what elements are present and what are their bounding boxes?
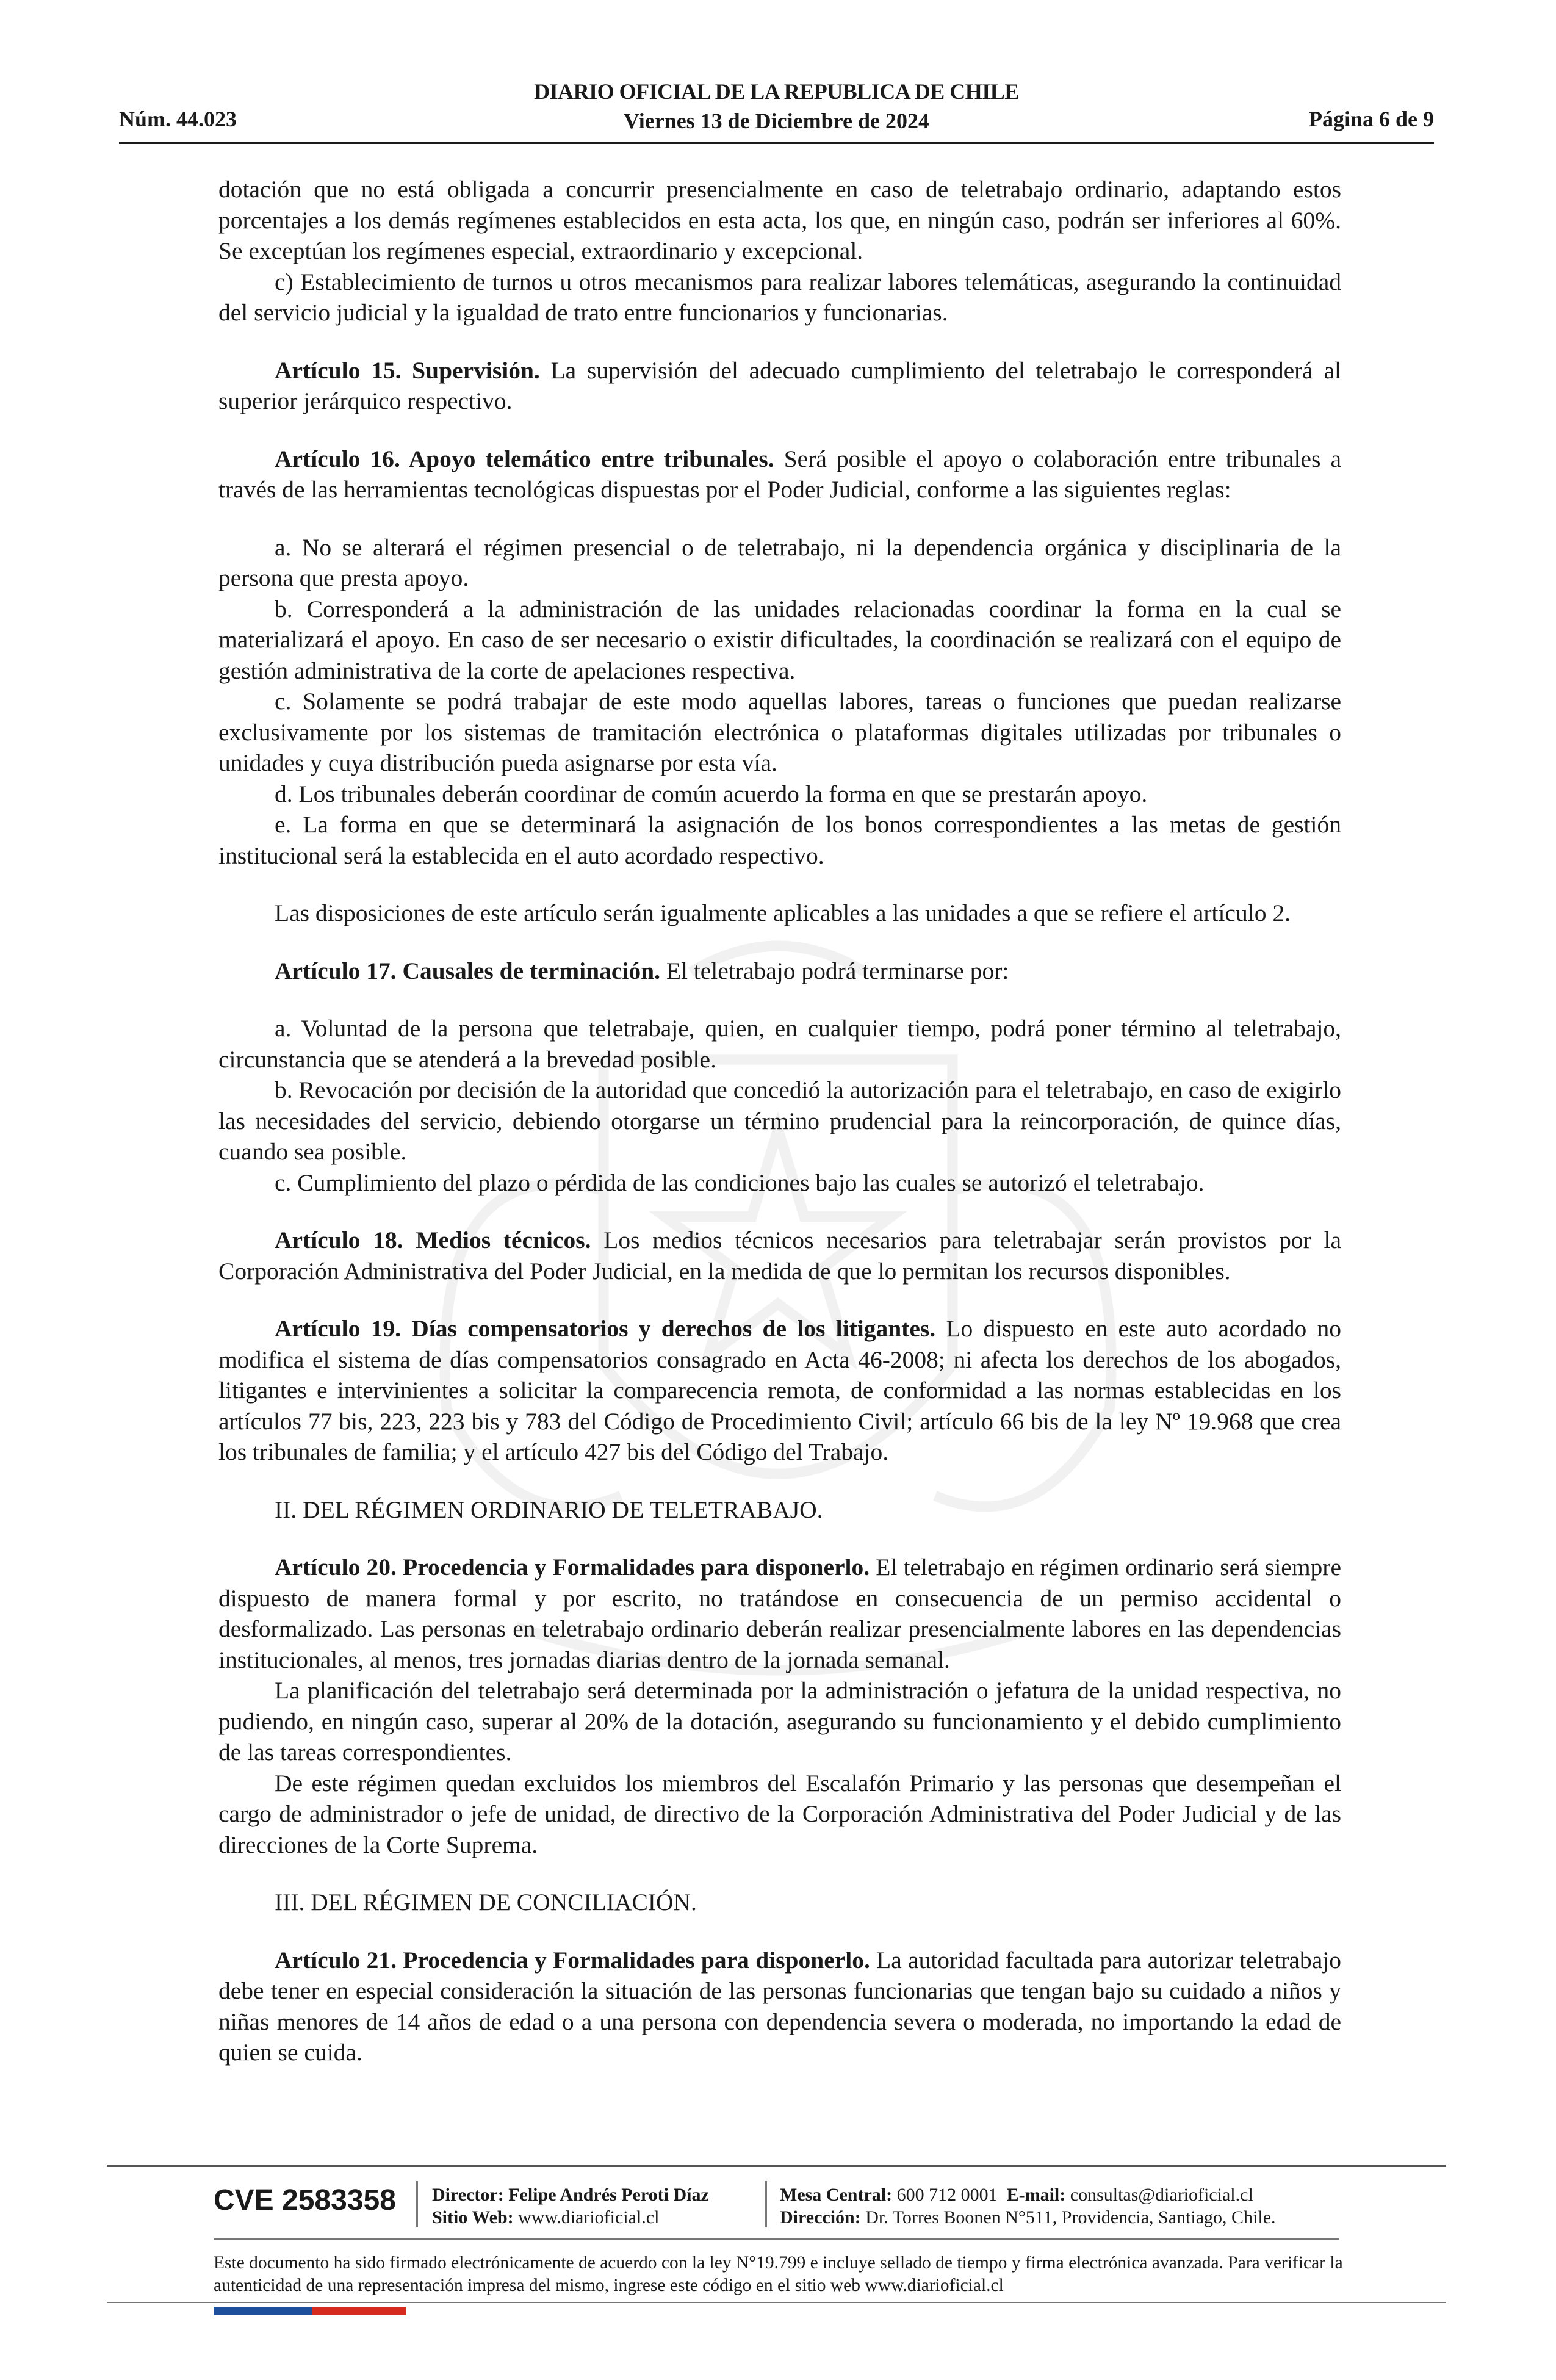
director-label: Director: — [432, 2185, 504, 2205]
paragraph: Las disposiciones de este artículo serán igualmente aplicables a las unidades a que se refiere el artículo 2. — [275, 900, 1291, 926]
article-21 — [218, 1945, 1341, 2068]
document-body — [218, 174, 1341, 2068]
article-heading: Artículo 19. Días compensatorios y derechos de los litigantes. — [275, 1315, 936, 1342]
flag-segment-red — [312, 2307, 406, 2315]
paragraph: De este régimen quedan excluidos los miembros del Escalafón Primario y las personas que desempeñan el cargo de administrador o jefe de unidad, de directivo de la Corporación Administrativa del Poder Judicial y de las direcciones de la Corte Suprema. — [218, 1769, 1341, 1858]
masthead — [119, 77, 1434, 135]
list-item: a. Voluntad de la persona que teletrabaje, quien, en cualquier tiempo, podrá poner término al teletrabajo, circunstancia que se atenderá a la brevedad posible. — [218, 1015, 1341, 1073]
article-text: La autoridad facultada para autorizar teletrabajo debe tener en especial consideración la situación de las personas funcionarias que tengan bajo su cuidado a niños y niñas menores de 14 años de edad o a una persona con dependencia severa o moderada, no importando la edad de quien se cuida. — [218, 1946, 1341, 2066]
website-link[interactable]: www.diarioficial.cl — [513, 2207, 660, 2227]
page-header — [119, 77, 1434, 144]
flag-stripe — [214, 2307, 406, 2315]
list-item: c. Cumplimiento del plazo o pérdida de las condiciones bajo las cuales se autorizó el teletrabajo. — [275, 1169, 1205, 1196]
list-item: d. Los tribunales deberán coordinar de común acuerdo la forma en que se prestarán apoyo. — [275, 780, 1148, 807]
footer-director-info — [432, 2183, 709, 2229]
article-19 — [218, 1313, 1341, 1468]
article-17 — [218, 956, 1341, 987]
article-text: La supervisión del adecuado cumplimiento del teletrabajo le corresponderá al superior jerárquico respectivo. — [218, 356, 1341, 414]
website-line — [432, 2206, 709, 2229]
footer-divider — [214, 2238, 1339, 2240]
footer-separator — [765, 2181, 767, 2227]
paragraph: dotación que no está obligada a concurrir presencialmente en caso de teletrabajo ordinario, adaptando estos porcentajes a los demás regímenes establecidos en esta acta, los que, en ningún caso, podrán ser inferiores al 60%. Se exceptúan los regímenes especial, extraordinario y excepcional. — [218, 176, 1341, 264]
article-text: Los medios técnicos necesarios para teletrabajar serán provistos por la Corporación Administrativa del Poder Judicial, en la medida de que lo permitan los recursos disponibles. — [218, 1227, 1341, 1285]
paragraph: c) Establecimiento de turnos u otros mecanismos para realizar labores telemáticas, asegurando la continuidad del servicio judicial y la igualdad de trato entre funcionarios y funcionarias. — [218, 268, 1341, 326]
page-number: Página 6 de 9 — [1308, 107, 1434, 131]
publication-title: DIARIO OFICIAL DE LA REPUBLICA DE CHILE — [534, 79, 1019, 104]
article-16 — [218, 444, 1341, 505]
address-label: Dirección: — [780, 2207, 861, 2227]
signature-notice: Este documento ha sido firmado electrónicamente de acuerdo con la ley N°19.799 e incluye sellado de tiempo y firma electrónica avanzada. Para verificar la autenticidad de una representación impresa del mismo, ingrese este código en el sitio web www.diarioficial.cl — [214, 2253, 1343, 2295]
footer-contact-info — [780, 2183, 1276, 2229]
article-heading: Artículo 18. Medios técnicos. — [275, 1227, 591, 1253]
list-item: a. No se alterará el régimen presencial o de teletrabajo, ni la dependencia orgánica y disciplinaria de la persona que presta apoyo. — [218, 533, 1341, 591]
list-item: b. Revocación por decisión de la autoridad que concedió la autorización para el teletrabajo, en caso de exigirlo las necesidades del servicio, debiendo otorgarse un término prudencial para la reincorporación, de quince días, cuando sea posible. — [218, 1076, 1341, 1165]
address-line — [780, 2206, 1276, 2229]
article-15 — [218, 355, 1341, 417]
phone-value: 600 712 0001 — [892, 2185, 998, 2205]
director-name: Felipe Andrés Peroti Díaz — [503, 2185, 709, 2205]
list-item: c. Solamente se podrá trabajar de este modo aquellas labores, tareas o funciones que puedan realizarse exclusivamente por los sistemas de tramitación electrónica o plataformas digitales utilizadas por tribunales o unidades y cuya distribución pueda asignarse por esta vía. — [218, 688, 1341, 776]
website-label: Sitio Web: — [432, 2207, 514, 2227]
footer-divider — [107, 2302, 1446, 2303]
list-item: e. La forma en que se determinará la asignación de los bonos correspondientes a las metas de gestión institucional será la establecida en el auto acordado respectivo. — [218, 811, 1341, 869]
article-heading: Artículo 15. Supervisión. — [275, 356, 540, 384]
article-text: Lo dispuesto en este auto acordado no modifica el sistema de días compensatorios consagrado en Acta 46-2008; ni afecta los derechos de los abogados, litigantes e intervinientes a solicitar la comparecencia remota, de conformidad a las normas establecidas en los artículos 77 bis, 223, 223 bis y 783 del Código de Procedimiento Civil; artículo 66 bis de la ley Nº 19.968 que crea los tribunales de familia; y el artículo 427 bis del Código del Trabajo. — [218, 1315, 1341, 1465]
article-text: El teletrabajo podrá terminarse por: — [660, 957, 1009, 984]
section-heading: III. DEL RÉGIMEN DE CONCILIACIÓN. — [275, 1889, 697, 1916]
issue-number: Núm. 44.023 — [119, 107, 237, 131]
article-heading: Artículo 21. Procedencia y Formalidades para disponerlo. — [275, 1946, 870, 1974]
publication-date: Viernes 13 de Diciembre de 2024 — [624, 109, 929, 133]
director-line — [432, 2183, 709, 2206]
cve-code: CVE 2583358 — [214, 2184, 396, 2216]
article-heading: Artículo 17. Causales de terminación. — [275, 957, 660, 984]
email-label: E-mail: — [1006, 2185, 1066, 2205]
paragraph: La planificación del teletrabajo será determinada por la administración o jefatura de la unidad respectiva, no pudiendo, en ningún caso, superar al 20% de la dotación, asegurando su funcionamiento y el debido cumplimiento de las tareas correspondientes. — [218, 1677, 1341, 1765]
section-heading: II. DEL RÉGIMEN ORDINARIO DE TELETRABAJO. — [275, 1496, 823, 1523]
article-18 — [218, 1225, 1341, 1286]
address-value: Dr. Torres Boonen N°511, Providencia, Santiago, Chile. — [860, 2207, 1276, 2227]
email-link[interactable]: consultas@diarioficial.cl — [1065, 2185, 1253, 2205]
phone-label: Mesa Central: — [780, 2185, 893, 2205]
footer-divider — [107, 2165, 1446, 2167]
article-heading: Artículo 20. Procedencia y Formalidades para disponerlo. — [275, 1554, 870, 1581]
header-divider — [119, 142, 1434, 144]
article-text: El teletrabajo en régimen ordinario será siempre dispuesto de manera formal y por escrito, no tratándose en consecuencia de un permiso accidental o desformalizado. Las personas en teletrabajo ordinario deberán realizar presencialmente labores en las dependencias institucionales, al menos, tres jornadas diarias dentro de la jornada semanal. — [218, 1554, 1341, 1673]
list-item: b. Corresponderá a la administración de las unidades relacionadas coordinar la forma en la cual se materializará el apoyo. En caso de ser necesario o existir dificultades, la coordinación se realizará con el equipo de gestión administrativa de la corte de apelaciones respectiva. — [218, 595, 1341, 684]
contact-line — [780, 2183, 1276, 2206]
footer-separator — [416, 2181, 418, 2227]
article-text: Será posible el apoyo o colaboración entre tribunales a través de las herramientas tecnológicas dispuestas por el Poder Judicial, conforme a las siguientes reglas: — [218, 445, 1341, 503]
flag-segment-blue — [214, 2307, 312, 2315]
article-20 — [218, 1552, 1341, 1675]
article-heading: Artículo 16. Apoyo telemático entre tribunales. — [275, 445, 774, 472]
